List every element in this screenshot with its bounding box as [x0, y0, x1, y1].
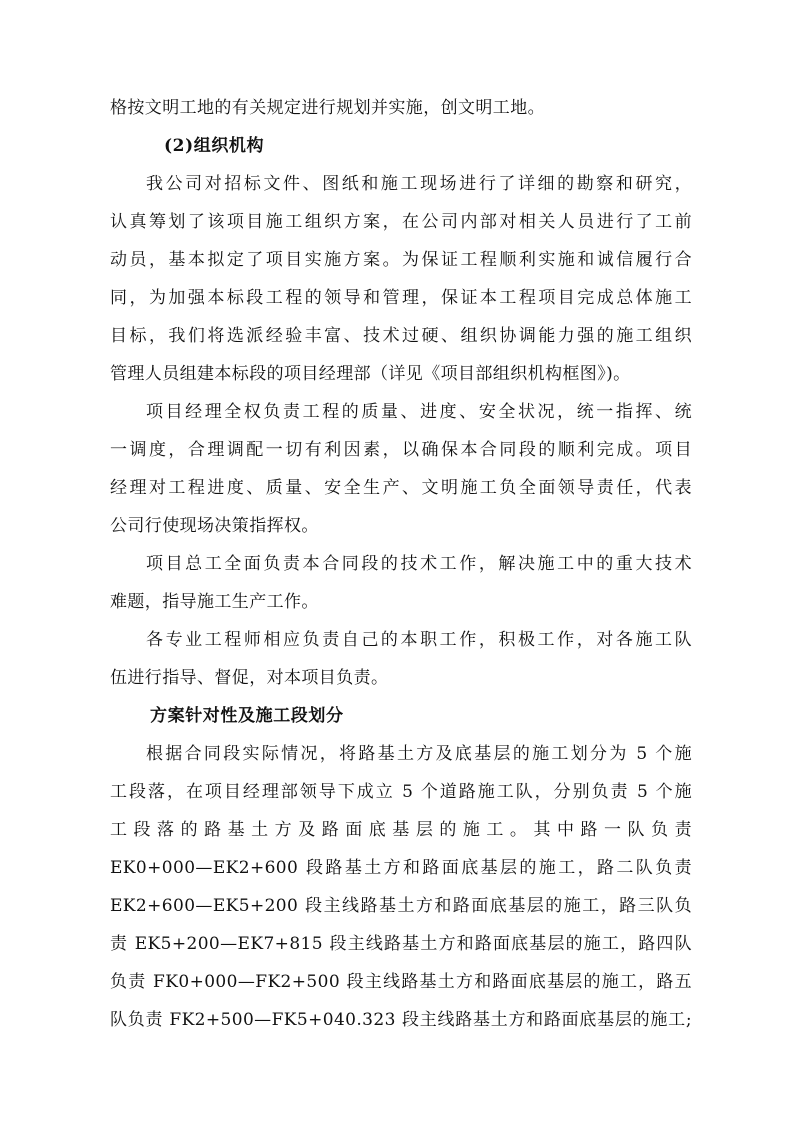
paragraph-line: EK0+000—EK2+600 段路基土方和路面底基层的施工，路二队负责	[110, 858, 692, 878]
paragraph-line: 公司行使现场决策指挥权。	[110, 516, 319, 536]
paragraph-line: 经理对工程进度、质量、安全生产、文明施工负全面领导责任，代表	[110, 478, 692, 498]
paragraph-line: 工段落，在项目经理部领导下成立 5 个道路施工队，分别负责 5 个施	[110, 782, 692, 802]
paragraph-line: 我公司对招标文件、图纸和施工现场进行了详细的勘察和研究，	[146, 174, 692, 194]
section-heading-organization: (2)组织机构	[164, 136, 265, 156]
paragraph-line: 责 EK5+200—EK7+815 段主线路基土方和路面底基层的施工，路四队	[110, 934, 692, 954]
paragraph-line: 根据合同段实际情况，将路基土方及底基层的施工划分为 5 个施	[146, 744, 692, 764]
paragraph-line: 负责 FK0+000—FK2+500 段主线路基土方和路面底基层的施工，路五	[110, 972, 692, 992]
paragraph-line: 一调度，合理调配一切有利因素，以确保本合同段的顺利完成。项目	[110, 440, 692, 460]
paragraph-line: EK2+600—EK5+200 段主线路基土方和路面底基层的施工，路三队负	[110, 896, 692, 916]
paragraph-line: 同，为加强本标段工程的领导和管理，保证本工程项目完成总体施工	[110, 288, 692, 308]
paragraph-line: 队负责 FK2+500—FK5+040.323 段主线路基土方和路面底基层的施工;	[110, 1010, 692, 1030]
paragraph-line: 难题，指导施工生产工作。	[110, 592, 319, 612]
paragraph-line: 各专业工程师相应负责自己的本职工作，积极工作，对各施工队	[146, 630, 692, 650]
paragraph-line: 目标，我们将选派经验丰富、技术过硬、组织协调能力强的施工组织	[110, 326, 692, 346]
paragraph-line: 认真筹划了该项目施工组织方案，在公司内部对相关人员进行了工前	[110, 212, 692, 232]
paragraph-line: 伍进行指导、督促，对本项目负责。	[110, 668, 389, 688]
section-heading-plan: 方案针对性及施工段划分	[150, 706, 344, 726]
paragraph-line: 动员，基本拟定了项目实施方案。为保证工程顺利实施和诚信履行合	[110, 250, 692, 270]
paragraph-line: 项目总工全面负责本合同段的技术工作，解决施工中的重大技术	[146, 554, 692, 574]
paragraph-line: 工段落的路基土方及路面底基层的施工。其中路一队负责	[110, 820, 692, 840]
paragraph-line: 管理人员组建本标段的项目经理部（详见《项目部组织机构框图》)。	[110, 364, 631, 384]
paragraph-line: 项目经理全权负责工程的质量、进度、安全状况，统一指挥、统	[146, 402, 692, 422]
paragraph-line: 格按文明工地的有关规定进行规划并实施，创文明工地。	[110, 98, 545, 118]
